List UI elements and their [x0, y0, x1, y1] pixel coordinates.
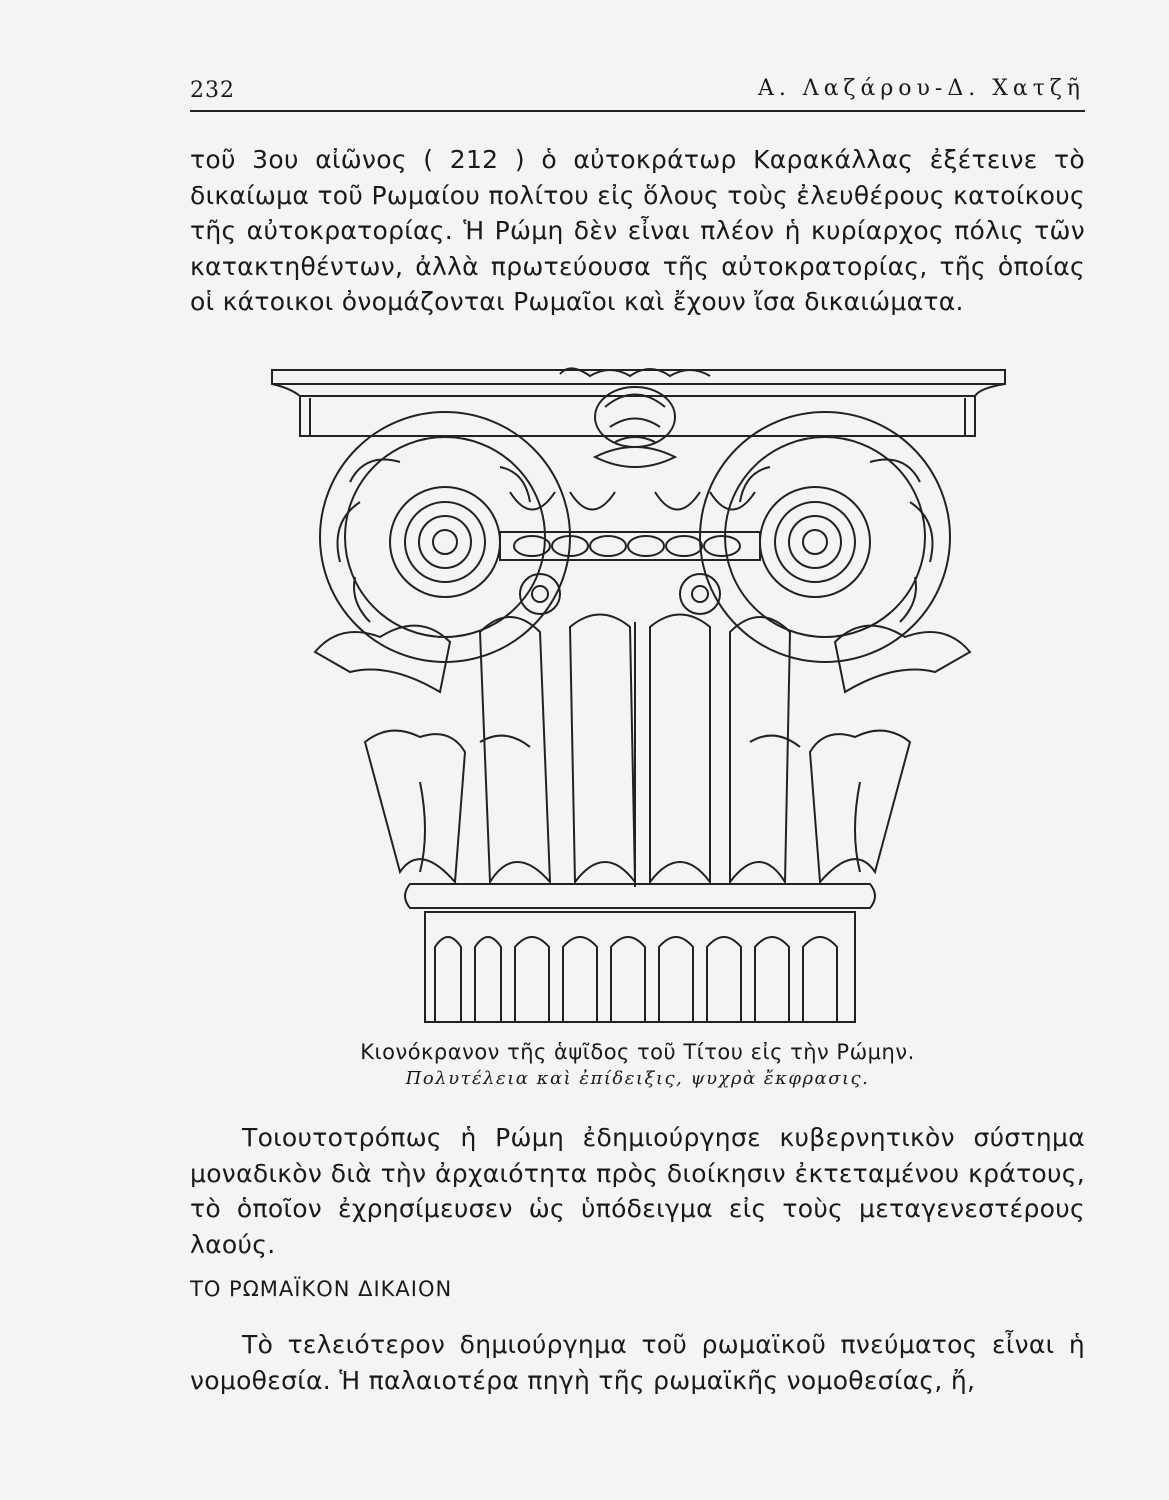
corinthian-capital-illustration: [270, 362, 1010, 1030]
figure-caption-title: Κιονόκρανον τῆς ἁψῖδος τοῦ Τίτου εἰς τὴν Ρώμην.: [360, 1040, 915, 1064]
acanthus-leaves-lower: [365, 731, 910, 882]
page-header: [190, 70, 1085, 112]
rosettes: [520, 574, 720, 614]
necking-band: [405, 884, 875, 908]
acanthus-leaves-upper: [315, 615, 970, 888]
running-head: Α. Λαζάρου-Δ. Χατζῆ: [757, 76, 1085, 101]
figure-caption-subtitle: Πολυτέλεια καὶ ἐπίδειξις, ψυχρὰ ἔκφρασις.: [405, 1068, 870, 1089]
abacus: [272, 370, 1005, 436]
page-number: 232: [190, 78, 235, 103]
section-heading: ΤΟ ΡΩΜΑΪΚΟΝ ΔΙΚΑΙΟΝ: [190, 1277, 453, 1301]
fluted-shaft: [425, 912, 855, 1022]
paragraph-1: τοῦ 3ου αἰῶνος ( 212 ) ὁ αὐτοκράτωρ Καρακάλλας ἐξέτεινε τὸ δικαίωμα τοῦ Ρωμαίου πολίτου εἰς ὅλους τοὺς ἐλευθέρους κατοίκους τῆς αὐτοκρατορίας. Ἡ Ρώμη δὲν εἶναι πλέον ἡ κυρίαρχος πόλις τῶν κατακτηθέντων, ἀλλὰ πρωτεύουσα τῆς αὐτοκρατορίας, τῆς ὁποίας οἱ κάτοικοι ὀνομάζονται Ρωμαῖοι καὶ ἔχουν ἴσα δικαιώματα.: [190, 145, 1085, 316]
paragraph-2: Τοιουτοτρόπως ἡ Ρώμη ἐδημιούργησε κυβερνητικὸν σύστημα μοναδικὸν διὰ τὴν ἀρχαιότητα πρὸς διοίκησιν ἐκτεταμένου κράτους, τὸ ὁποῖον ἐχρησίμευσεν ὡς ὑπόδειγμα εἰς τοὺς μεταγενεστέρους λαούς.: [190, 1123, 1085, 1259]
paragraph-3: Τὸ τελειότερον δημιούργημα τοῦ ρωμαϊκοῦ πνεύματος εἶναι ἡ νομοθεσία. Ἡ παλαιοτέρα πηγὴ τῆς ρωμαϊκῆς νομοθεσίας, ἤ,: [190, 1330, 1085, 1395]
